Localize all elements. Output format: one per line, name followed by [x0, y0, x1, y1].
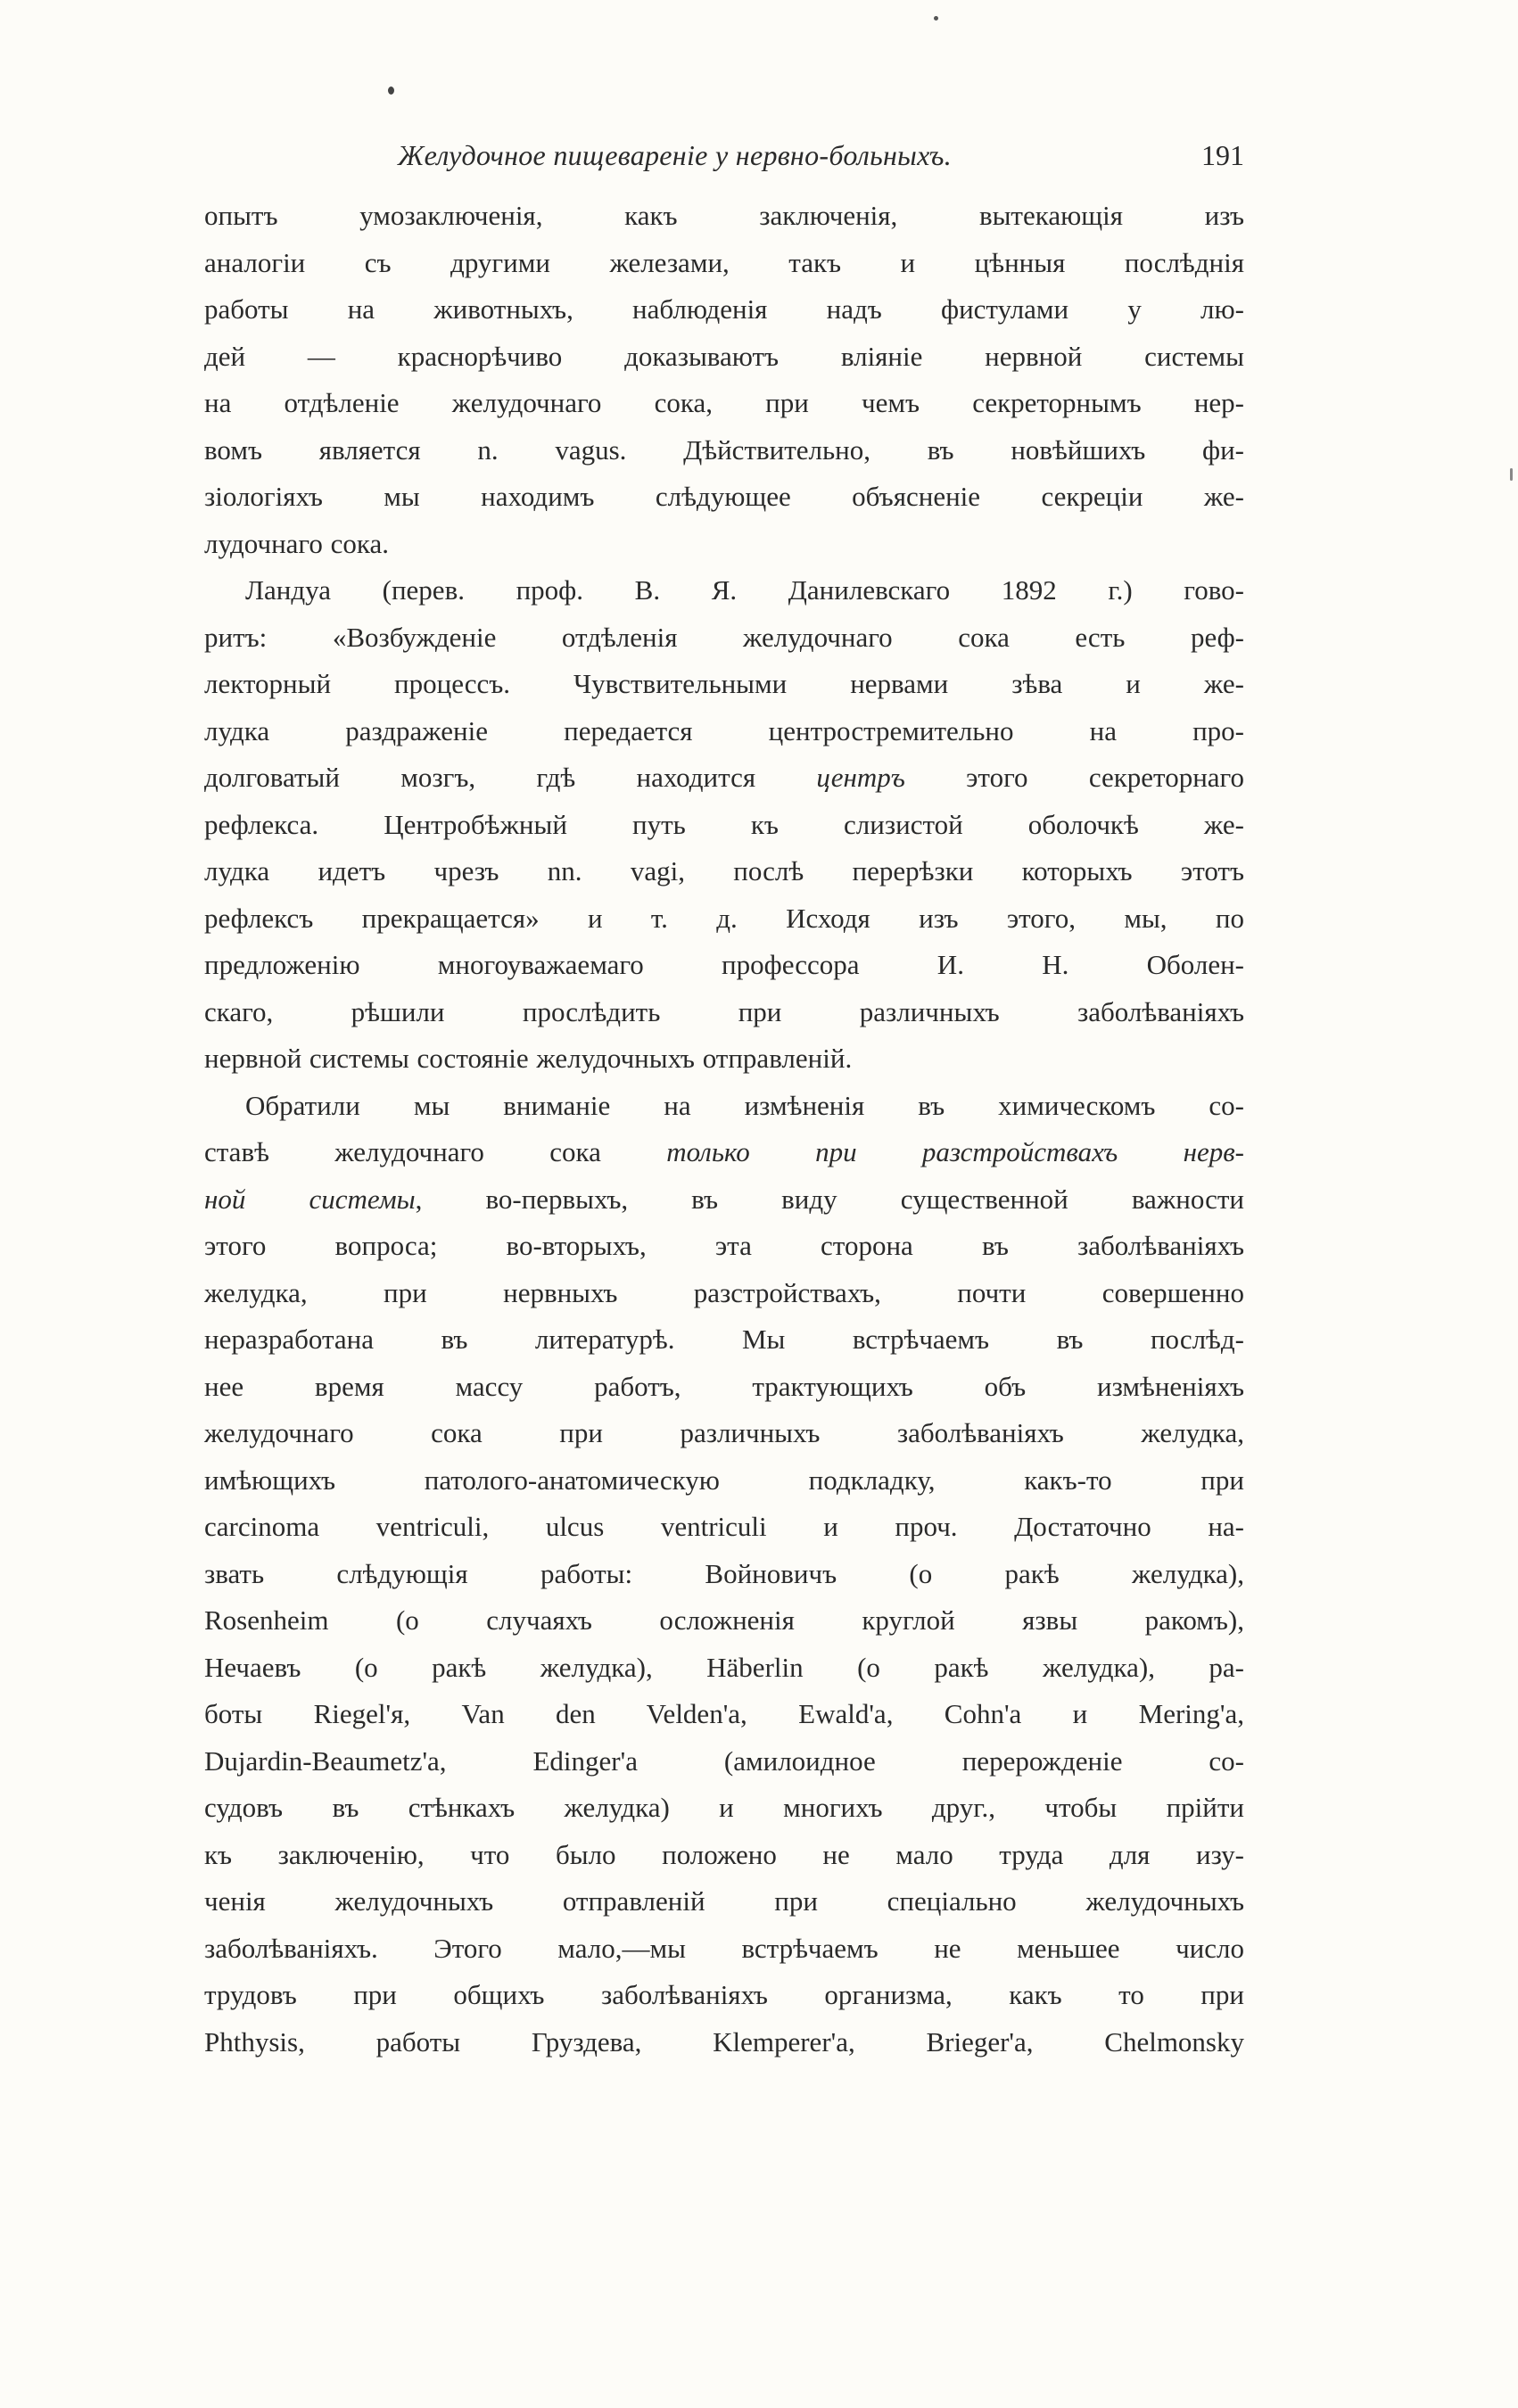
text-line: судовъ въ стѣнкахъ желудка) и многихъ друг., чтобы прійти: [204, 1792, 1244, 1823]
text-line: скаго, рѣшили прослѣдить при различныхъ заболѣваніяхъ: [204, 995, 1244, 1027]
text-line: лудка идетъ чрезъ nn. vagi, послѣ перерѣзки которыхъ этотъ: [204, 855, 1244, 887]
text-line: къ заключенію, что было положено не мало труда для изу-: [204, 1838, 1244, 1870]
text-line: звать слѣдующія работы: Войновичъ (о ракѣ желудка),: [204, 1557, 1244, 1589]
text-line: работы на животныхъ, наблюденія надъ фистулами у лю-: [204, 293, 1244, 325]
text-line: лекторный процессъ. Чувствительными нервами зѣва и же-: [204, 668, 1244, 699]
body-text: [204, 193, 1244, 2066]
italic-emphasis: ной системы: [204, 1183, 416, 1215]
text-line: трудовъ при общихъ заболѣваніяхъ организма, какъ то при: [204, 1979, 1244, 2010]
text-line: ной системы, во-первыхъ, въ виду существенной важности: [204, 1183, 1244, 1215]
text-line: боты Riegel'я, Van den Velden'a, Ewald'a, Cohn'a и Mering'a,: [204, 1698, 1244, 1729]
text-line: нее время массу работъ, трактующихъ объ измѣненіяхъ: [204, 1370, 1244, 1402]
text-line: ченія желудочныхъ отправленій при спеціально желудочныхъ: [204, 1885, 1244, 1917]
text-line: опытъ умозаключенія, какъ заключенія, вытекающія изъ: [204, 200, 1244, 231]
print-speck: [934, 16, 938, 21]
text-line: Rosenheim (о случаяхъ осложненія круглой язвы ракомъ),: [204, 1604, 1244, 1636]
text-line: carcinoma ventriculi, ulcus ventriculi и проч. Достаточно на-: [204, 1511, 1244, 1542]
paragraph-start-line: Обратили мы вниманіе на измѣненія въ химическомъ со-: [245, 1089, 1244, 1121]
text-line: рефлекса. Центробѣжный путь къ слизистой оболочкѣ же-: [204, 808, 1244, 840]
text-line: этого вопроса; во-вторыхъ, эта сторона въ заболѣваніяхъ: [204, 1230, 1244, 1261]
text-line: вомъ является n. vagus. Дѣйствительно, въ новѣйшихъ фи-: [204, 433, 1244, 466]
text-line: желудочнаго сока при различныхъ заболѣваніяхъ желудка,: [204, 1417, 1244, 1448]
text-line: ритъ: «Возбужденіе отдѣленія желудочнаго сока есть реф-: [204, 621, 1244, 653]
text-line: Нечаевъ (о ракѣ желудка), Häberlin (о ракѣ желудка), ра-: [204, 1651, 1244, 1683]
italic-emphasis: центръ: [816, 762, 905, 793]
running-title: Желудочное пищевареніе у нервно-больныхъ.: [398, 139, 953, 171]
text-line: предложенію многоуважаемаго профессора И. Н. Оболен-: [204, 949, 1244, 980]
text-line: дей — краснорѣчиво доказываютъ вліяніе нервной системы: [204, 340, 1244, 372]
paragraph-end-line: нервной системы состояніе желудочныхъ отправленій.: [204, 1043, 853, 1074]
text-line: имѣющихъ патолого-анатомическую подкладку, какъ-то при: [204, 1464, 1244, 1496]
text-line: Dujardin-Beaumetz'a, Edinger'a (амилоидное перерожденіе со-: [204, 1744, 1244, 1777]
text-line: лудка раздраженіе передается центростремительно на про-: [204, 714, 1244, 746]
text-line: заболѣваніяхъ. Этого мало,—мы встрѣчаемъ не меньшее число: [204, 1932, 1244, 1964]
text-line: на отдѣленіе желудочнаго сока, при чемъ секреторнымъ нер-: [204, 387, 1244, 418]
text-line: желудка, при нервныхъ разстройствахъ, почти совершенно: [204, 1276, 1244, 1308]
ink-mark: [388, 87, 394, 95]
page-header: [205, 134, 1244, 187]
text-line: неразработана въ литературѣ. Мы встрѣчаемъ въ послѣд-: [204, 1324, 1244, 1355]
page-number: 191: [1201, 139, 1244, 171]
text-line: Phthysis, работы Груздева, Klemperer'a, Brieger'a, Chelmonsky: [204, 2025, 1244, 2058]
text-line: зіологіяхъ мы находимъ слѣдующее объясненіе секреціи же-: [204, 481, 1244, 512]
margin-mark: [1510, 468, 1513, 481]
text-line: рефлексъ прекращается» и т. д. Исходя изъ этого, мы, по: [204, 902, 1244, 934]
paragraph-end-line: лудочнаго сока.: [204, 527, 389, 559]
paragraph-start-line: Ландуа (перев. проф. В. Я. Данилевскаго 1892 г.) гово-: [245, 574, 1244, 606]
text-line: аналогіи съ другими железами, такъ и цѣнныя послѣднія: [204, 246, 1244, 278]
text-line: ставѣ желудочнаго сока только при разстройствахъ нерв-: [204, 1136, 1244, 1167]
text-line: долговатый мозгъ, гдѣ находится центръ этого секреторнаго: [204, 762, 1244, 793]
italic-emphasis: только при разстройствахъ нерв-: [666, 1136, 1244, 1167]
